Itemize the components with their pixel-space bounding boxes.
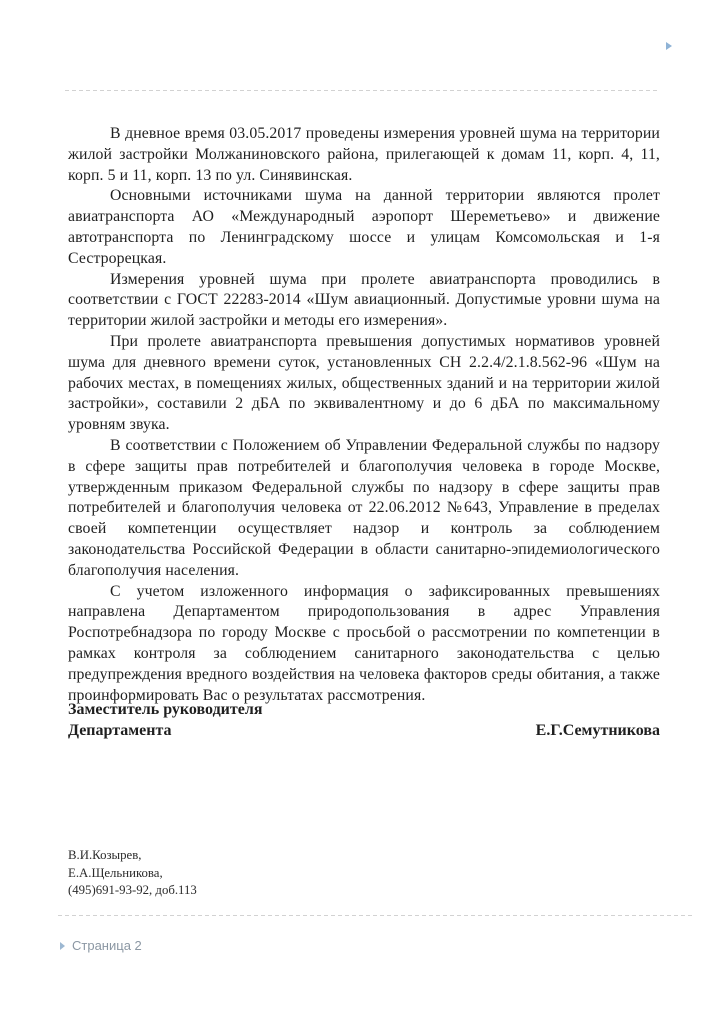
paragraph: Измерения уровней шума при пролете авиатранспорта проводились в соответствии с ГОСТ 22283-2014 «Шум авиационный. Допустимые уровни шума на территории жилой застройки и методы его измерения». [68, 270, 660, 330]
paragraph: Основными источниками шума на данной территории являются пролет авиатранспорта АО «Международный аэропорт Шереметьево» и движение автотранспорта по Ленинградскому шоссе и улицам Комсомольская и 1-я Сестрорецкая. [68, 187, 660, 267]
page-label: Страница 2 [72, 938, 142, 953]
bottom-divider [58, 915, 694, 917]
signature-position-line1: Заместитель руководителя [68, 701, 263, 718]
collapse-arrow-icon[interactable] [666, 42, 672, 50]
paragraph: При пролете авиатранспорта превышения допустимых нормативов уровней шума для дневного времени суток, установленных СН 2.2.4/2.1.8.562-96 «Шум на рабочих местах, в помещениях жилых, общественных зданий и на территории жилой застройки», составили 2 дБА по эквивалентному и до 6 дБА по максимальному уровням звука. [68, 332, 660, 434]
contact-line: (495)691-93-92, доб.113 [68, 883, 197, 897]
paragraph: В дневное время 03.05.2017 проведены измерения уровней шума на территории жилой застройки Молжаниновского района, прилегающей к домам 11, корп. 4, 11, корп. 5 и 11, корп. 13 по ул. Синявинская. [68, 125, 660, 184]
signature-position-line2: Департамента [68, 722, 172, 739]
contact-line: Е.А.Щельникова, [68, 865, 163, 880]
signature-name: Е.Г.Семутникова [535, 722, 660, 739]
paragraph: С учетом изложенного информация о зафиксированных превышениях направлена Департаментом природопользования в адрес Управления Роспотребнадзора по городу Москве с просьбой о рассмотрении по компетенции в рамках контроля за соблюдением санитарного законодательства с целью предупреждения вредного воздействия на человека факторов среды обитания, а также проинформировать Вас о результатах рассмотрения. [68, 582, 660, 704]
top-divider [65, 90, 659, 92]
contact-block [68, 847, 197, 900]
page-footer[interactable] [60, 938, 142, 953]
page-marker-arrow-icon[interactable] [60, 942, 65, 950]
signature-block [68, 699, 660, 741]
letter-body [68, 124, 660, 706]
paragraph: В соответствии с Положением об Управлении Федеральной службы по надзору в сфере защиты прав потребителей и благополучия человека в городе Москве, утвержденным приказом Федеральной службы по надзору в сфере защиты прав потребителей и благополучия человека от 22.06.2012 №643, Управление в пределах своей компетенции осуществляет надзор и контроль за соблюдением законодательства Российской Федерации в области санитарно-эпидемиологического благополучия населения. [68, 436, 660, 579]
contact-line: В.И.Козырев, [68, 848, 142, 862]
